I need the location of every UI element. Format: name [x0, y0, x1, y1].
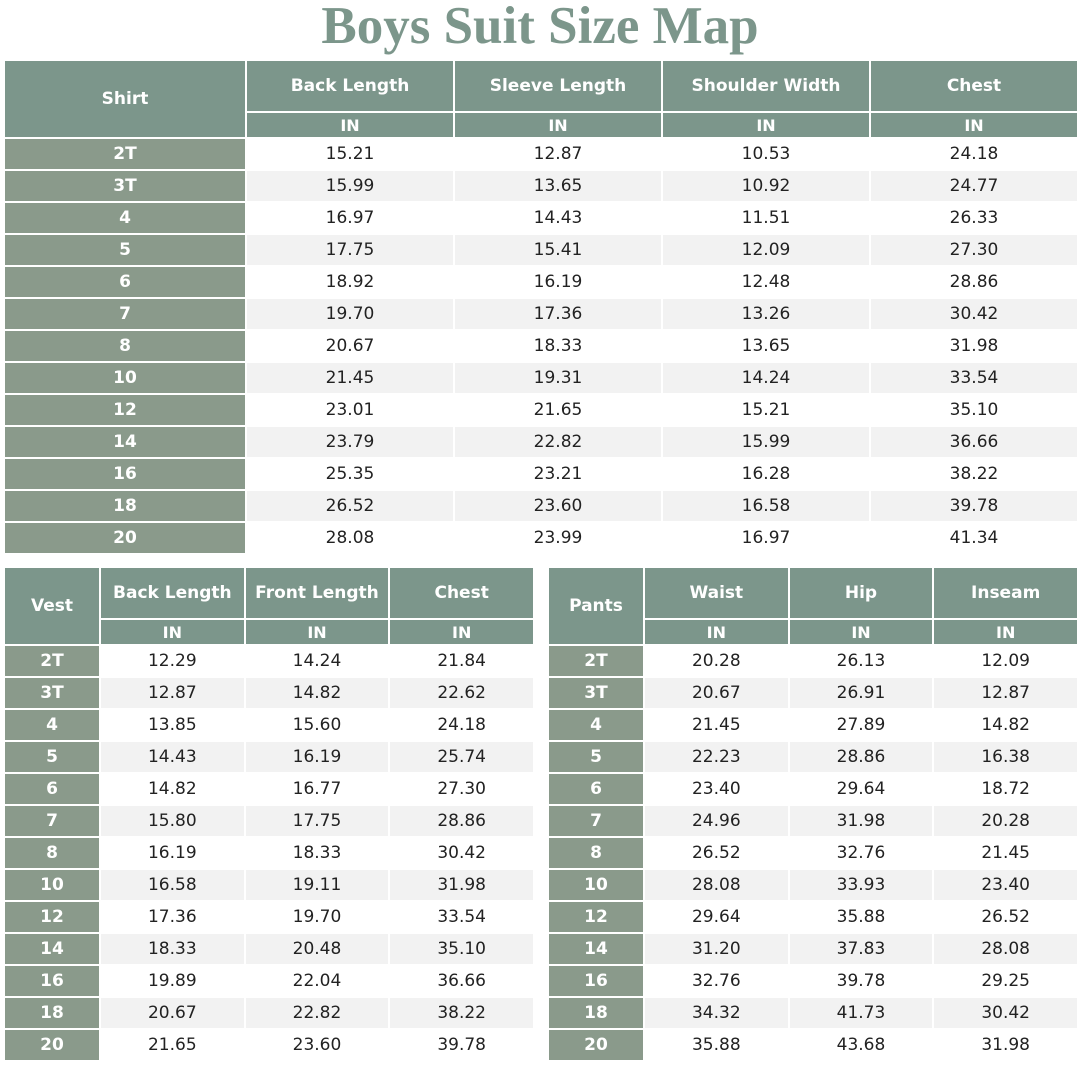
shirt-column-header: Chest	[871, 61, 1077, 111]
shirt-value-cell: 13.26	[663, 299, 869, 329]
table-row	[5, 363, 1077, 393]
pants-size-label: 18	[549, 998, 643, 1028]
pants-column-header: Inseam	[934, 568, 1077, 618]
table-row	[5, 139, 1077, 169]
shirt-column-header: Sleeve Length	[455, 61, 661, 111]
table-row	[5, 998, 533, 1028]
pants-value-cell: 31.20	[645, 934, 788, 964]
shirt-value-cell: 21.65	[455, 395, 661, 425]
vest-value-cell: 22.62	[390, 678, 533, 708]
shirt-value-cell: 14.24	[663, 363, 869, 393]
shirt-value-cell: 17.75	[247, 235, 453, 265]
table-row	[5, 806, 533, 836]
shirt-value-cell: 38.22	[871, 459, 1077, 489]
pants-value-cell: 26.52	[934, 902, 1077, 932]
shirt-value-cell: 26.33	[871, 203, 1077, 233]
vest-value-cell: 21.65	[101, 1030, 244, 1060]
page-title: Boys Suit Size Map	[321, 0, 759, 55]
pants-value-cell: 35.88	[645, 1030, 788, 1060]
shirt-value-cell: 26.52	[247, 491, 453, 521]
shirt-size-label: 14	[5, 427, 245, 457]
pants-size-label: 6	[549, 774, 643, 804]
vest-value-cell: 12.29	[101, 646, 244, 676]
vest-value-cell: 22.04	[246, 966, 389, 996]
shirt-size-label: 7	[5, 299, 245, 329]
pants-value-cell: 35.88	[790, 902, 933, 932]
pants-table-label: Pants	[549, 568, 643, 644]
pants-value-cell: 43.68	[790, 1030, 933, 1060]
vest-value-cell: 23.60	[246, 1030, 389, 1060]
pants-value-cell: 16.38	[934, 742, 1077, 772]
pants-size-label: 14	[549, 934, 643, 964]
vest-value-cell: 33.54	[390, 902, 533, 932]
vest-value-cell: 14.43	[101, 742, 244, 772]
pants-unit-label: IN	[790, 620, 933, 644]
shirt-value-cell: 20.67	[247, 331, 453, 361]
shirt-value-cell: 22.82	[455, 427, 661, 457]
vest-value-cell: 16.19	[101, 838, 244, 868]
table-row	[549, 742, 1077, 772]
shirt-value-cell: 30.42	[871, 299, 1077, 329]
pants-value-cell: 26.13	[790, 646, 933, 676]
pants-value-cell: 39.78	[790, 966, 933, 996]
vest-value-cell: 16.58	[101, 870, 244, 900]
pants-header-row	[549, 568, 1077, 618]
table-row	[5, 1030, 533, 1060]
table-row	[5, 171, 1077, 201]
shirt-value-cell: 27.30	[871, 235, 1077, 265]
table-row	[549, 998, 1077, 1028]
vest-size-label: 14	[5, 934, 99, 964]
shirt-value-cell: 10.53	[663, 139, 869, 169]
vest-size-label: 8	[5, 838, 99, 868]
vest-value-cell: 20.67	[101, 998, 244, 1028]
shirt-value-cell: 16.19	[455, 267, 661, 297]
shirt-value-cell: 10.92	[663, 171, 869, 201]
vest-size-label: 4	[5, 710, 99, 740]
table-row	[5, 742, 533, 772]
table-row	[5, 966, 533, 996]
pants-value-cell: 24.96	[645, 806, 788, 836]
shirt-value-cell: 17.36	[455, 299, 661, 329]
vest-value-cell: 39.78	[390, 1030, 533, 1060]
shirt-value-cell: 28.86	[871, 267, 1077, 297]
shirt-size-label: 3T	[5, 171, 245, 201]
vest-column-header: Chest	[390, 568, 533, 618]
vest-value-cell: 20.48	[246, 934, 389, 964]
pants-value-cell: 23.40	[645, 774, 788, 804]
table-row	[549, 710, 1077, 740]
shirt-value-cell: 23.21	[455, 459, 661, 489]
vest-size-label: 6	[5, 774, 99, 804]
vest-value-cell: 24.18	[390, 710, 533, 740]
shirt-value-cell: 15.99	[247, 171, 453, 201]
shirt-value-cell: 39.78	[871, 491, 1077, 521]
shirt-size-label: 16	[5, 459, 245, 489]
shirt-value-cell: 19.70	[247, 299, 453, 329]
shirt-column-header: Back Length	[247, 61, 453, 111]
pants-value-cell: 28.08	[645, 870, 788, 900]
vest-value-cell: 30.42	[390, 838, 533, 868]
vest-size-label: 5	[5, 742, 99, 772]
vest-unit-label: IN	[390, 620, 533, 644]
shirt-value-cell: 15.99	[663, 427, 869, 457]
shirt-value-cell: 12.09	[663, 235, 869, 265]
pants-value-cell: 28.86	[790, 742, 933, 772]
shirt-value-cell: 16.58	[663, 491, 869, 521]
shirt-size-table	[3, 59, 1079, 555]
pants-column-header: Waist	[645, 568, 788, 618]
shirt-header-row	[5, 61, 1077, 111]
shirt-size-label: 5	[5, 235, 245, 265]
shirt-value-cell: 36.66	[871, 427, 1077, 457]
shirt-size-label: 10	[5, 363, 245, 393]
shirt-value-cell: 24.77	[871, 171, 1077, 201]
table-row	[5, 395, 1077, 425]
pants-value-cell: 37.83	[790, 934, 933, 964]
vest-value-cell: 14.82	[246, 678, 389, 708]
shirt-size-label: 2T	[5, 139, 245, 169]
pants-size-table	[547, 566, 1079, 1062]
shirt-value-cell: 16.28	[663, 459, 869, 489]
shirt-size-label: 4	[5, 203, 245, 233]
shirt-value-cell: 16.97	[247, 203, 453, 233]
vest-value-cell: 25.74	[390, 742, 533, 772]
pants-size-label: 4	[549, 710, 643, 740]
pants-value-cell: 12.87	[934, 678, 1077, 708]
shirt-value-cell: 11.51	[663, 203, 869, 233]
pants-size-label: 20	[549, 1030, 643, 1060]
table-row	[549, 1030, 1077, 1060]
shirt-size-label: 12	[5, 395, 245, 425]
pants-value-cell: 29.64	[645, 902, 788, 932]
pants-size-label: 5	[549, 742, 643, 772]
pants-value-cell: 21.45	[934, 838, 1077, 868]
pants-size-label: 16	[549, 966, 643, 996]
vest-value-cell: 21.84	[390, 646, 533, 676]
vest-unit-label: IN	[246, 620, 389, 644]
vest-value-cell: 14.24	[246, 646, 389, 676]
shirt-value-cell: 35.10	[871, 395, 1077, 425]
shirt-value-cell: 23.99	[455, 523, 661, 553]
vest-value-cell: 13.85	[101, 710, 244, 740]
pants-value-cell: 28.08	[934, 934, 1077, 964]
shirt-value-cell: 31.98	[871, 331, 1077, 361]
pants-value-cell: 29.25	[934, 966, 1077, 996]
pants-value-cell: 27.89	[790, 710, 933, 740]
vest-value-cell: 19.70	[246, 902, 389, 932]
table-row	[549, 902, 1077, 932]
pants-value-cell: 26.91	[790, 678, 933, 708]
shirt-value-cell: 23.79	[247, 427, 453, 457]
table-row	[5, 459, 1077, 489]
table-row	[5, 710, 533, 740]
shirt-column-header: Shoulder Width	[663, 61, 869, 111]
shirt-value-cell: 12.48	[663, 267, 869, 297]
vest-size-label: 12	[5, 902, 99, 932]
pants-value-cell: 14.82	[934, 710, 1077, 740]
table-row	[5, 934, 533, 964]
pants-value-cell: 29.64	[790, 774, 933, 804]
shirt-value-cell: 25.35	[247, 459, 453, 489]
table-row	[5, 774, 533, 804]
pants-value-cell: 31.98	[934, 1030, 1077, 1060]
vest-value-cell: 15.80	[101, 806, 244, 836]
vest-size-label: 18	[5, 998, 99, 1028]
shirt-value-cell: 15.21	[247, 139, 453, 169]
table-row	[5, 203, 1077, 233]
vest-size-label: 2T	[5, 646, 99, 676]
shirt-value-cell: 33.54	[871, 363, 1077, 393]
shirt-value-cell: 19.31	[455, 363, 661, 393]
pants-value-cell: 12.09	[934, 646, 1077, 676]
shirt-size-label: 6	[5, 267, 245, 297]
table-row	[5, 427, 1077, 457]
pants-value-cell: 22.23	[645, 742, 788, 772]
pants-value-cell: 32.76	[790, 838, 933, 868]
pants-value-cell: 20.28	[645, 646, 788, 676]
pants-value-cell: 32.76	[645, 966, 788, 996]
shirt-value-cell: 13.65	[455, 171, 661, 201]
table-row	[5, 331, 1077, 361]
shirt-value-cell: 21.45	[247, 363, 453, 393]
shirt-value-cell: 15.41	[455, 235, 661, 265]
shirt-size-label: 18	[5, 491, 245, 521]
table-row	[5, 235, 1077, 265]
table-row	[549, 870, 1077, 900]
vest-size-label: 16	[5, 966, 99, 996]
pants-size-label: 8	[549, 838, 643, 868]
vest-value-cell: 18.33	[101, 934, 244, 964]
table-row	[5, 646, 533, 676]
pants-value-cell: 34.32	[645, 998, 788, 1028]
shirt-unit-label: IN	[663, 113, 869, 137]
pants-value-cell: 26.52	[645, 838, 788, 868]
vest-size-label: 10	[5, 870, 99, 900]
pants-value-cell: 33.93	[790, 870, 933, 900]
pants-size-label: 3T	[549, 678, 643, 708]
vest-size-label: 20	[5, 1030, 99, 1060]
table-row	[5, 902, 533, 932]
pants-unit-label: IN	[934, 620, 1077, 644]
shirt-size-label: 8	[5, 331, 245, 361]
shirt-value-cell: 18.33	[455, 331, 661, 361]
shirt-value-cell: 16.97	[663, 523, 869, 553]
vest-value-cell: 16.19	[246, 742, 389, 772]
pants-size-label: 2T	[549, 646, 643, 676]
vest-value-cell: 38.22	[390, 998, 533, 1028]
pants-value-cell: 23.40	[934, 870, 1077, 900]
pants-value-cell: 21.45	[645, 710, 788, 740]
pants-unit-label: IN	[645, 620, 788, 644]
shirt-value-cell: 28.08	[247, 523, 453, 553]
pants-value-cell: 30.42	[934, 998, 1077, 1028]
vest-value-cell: 19.89	[101, 966, 244, 996]
vest-value-cell: 22.82	[246, 998, 389, 1028]
vest-value-cell: 15.60	[246, 710, 389, 740]
pants-size-label: 7	[549, 806, 643, 836]
vest-column-header: Back Length	[101, 568, 244, 618]
shirt-value-cell: 23.01	[247, 395, 453, 425]
table-row	[549, 934, 1077, 964]
table-row	[549, 806, 1077, 836]
pants-size-label: 10	[549, 870, 643, 900]
table-row	[549, 838, 1077, 868]
vest-value-cell: 17.36	[101, 902, 244, 932]
shirt-value-cell: 24.18	[871, 139, 1077, 169]
vest-size-label: 3T	[5, 678, 99, 708]
vest-value-cell: 16.77	[246, 774, 389, 804]
shirt-value-cell: 41.34	[871, 523, 1077, 553]
shirt-size-label: 20	[5, 523, 245, 553]
pants-value-cell: 20.67	[645, 678, 788, 708]
table-row	[5, 678, 533, 708]
vest-value-cell: 27.30	[390, 774, 533, 804]
table-row	[549, 966, 1077, 996]
pants-value-cell: 18.72	[934, 774, 1077, 804]
vest-size-table	[3, 566, 535, 1062]
shirt-value-cell: 13.65	[663, 331, 869, 361]
vest-value-cell: 18.33	[246, 838, 389, 868]
table-row	[5, 267, 1077, 297]
vest-column-header: Front Length	[246, 568, 389, 618]
pants-size-label: 12	[549, 902, 643, 932]
table-row	[5, 299, 1077, 329]
table-row	[549, 678, 1077, 708]
shirt-value-cell: 12.87	[455, 139, 661, 169]
shirt-value-cell: 14.43	[455, 203, 661, 233]
table-row	[549, 774, 1077, 804]
vest-value-cell: 12.87	[101, 678, 244, 708]
vest-header-row	[5, 568, 533, 618]
vest-value-cell: 28.86	[390, 806, 533, 836]
pants-column-header: Hip	[790, 568, 933, 618]
pants-value-cell: 31.98	[790, 806, 933, 836]
shirt-unit-label: IN	[455, 113, 661, 137]
shirt-table-label: Shirt	[5, 61, 245, 137]
shirt-value-cell: 18.92	[247, 267, 453, 297]
vest-unit-label: IN	[101, 620, 244, 644]
vest-value-cell: 31.98	[390, 870, 533, 900]
shirt-unit-label: IN	[871, 113, 1077, 137]
vest-value-cell: 19.11	[246, 870, 389, 900]
vest-value-cell: 36.66	[390, 966, 533, 996]
shirt-value-cell: 15.21	[663, 395, 869, 425]
vest-size-label: 7	[5, 806, 99, 836]
vest-value-cell: 14.82	[101, 774, 244, 804]
shirt-unit-label: IN	[247, 113, 453, 137]
table-row	[549, 646, 1077, 676]
table-row	[5, 491, 1077, 521]
vest-value-cell: 17.75	[246, 806, 389, 836]
table-row	[5, 870, 533, 900]
table-row	[5, 838, 533, 868]
vest-table-label: Vest	[5, 568, 99, 644]
shirt-value-cell: 23.60	[455, 491, 661, 521]
pants-value-cell: 41.73	[790, 998, 933, 1028]
vest-value-cell: 35.10	[390, 934, 533, 964]
table-row	[5, 523, 1077, 553]
pants-value-cell: 20.28	[934, 806, 1077, 836]
